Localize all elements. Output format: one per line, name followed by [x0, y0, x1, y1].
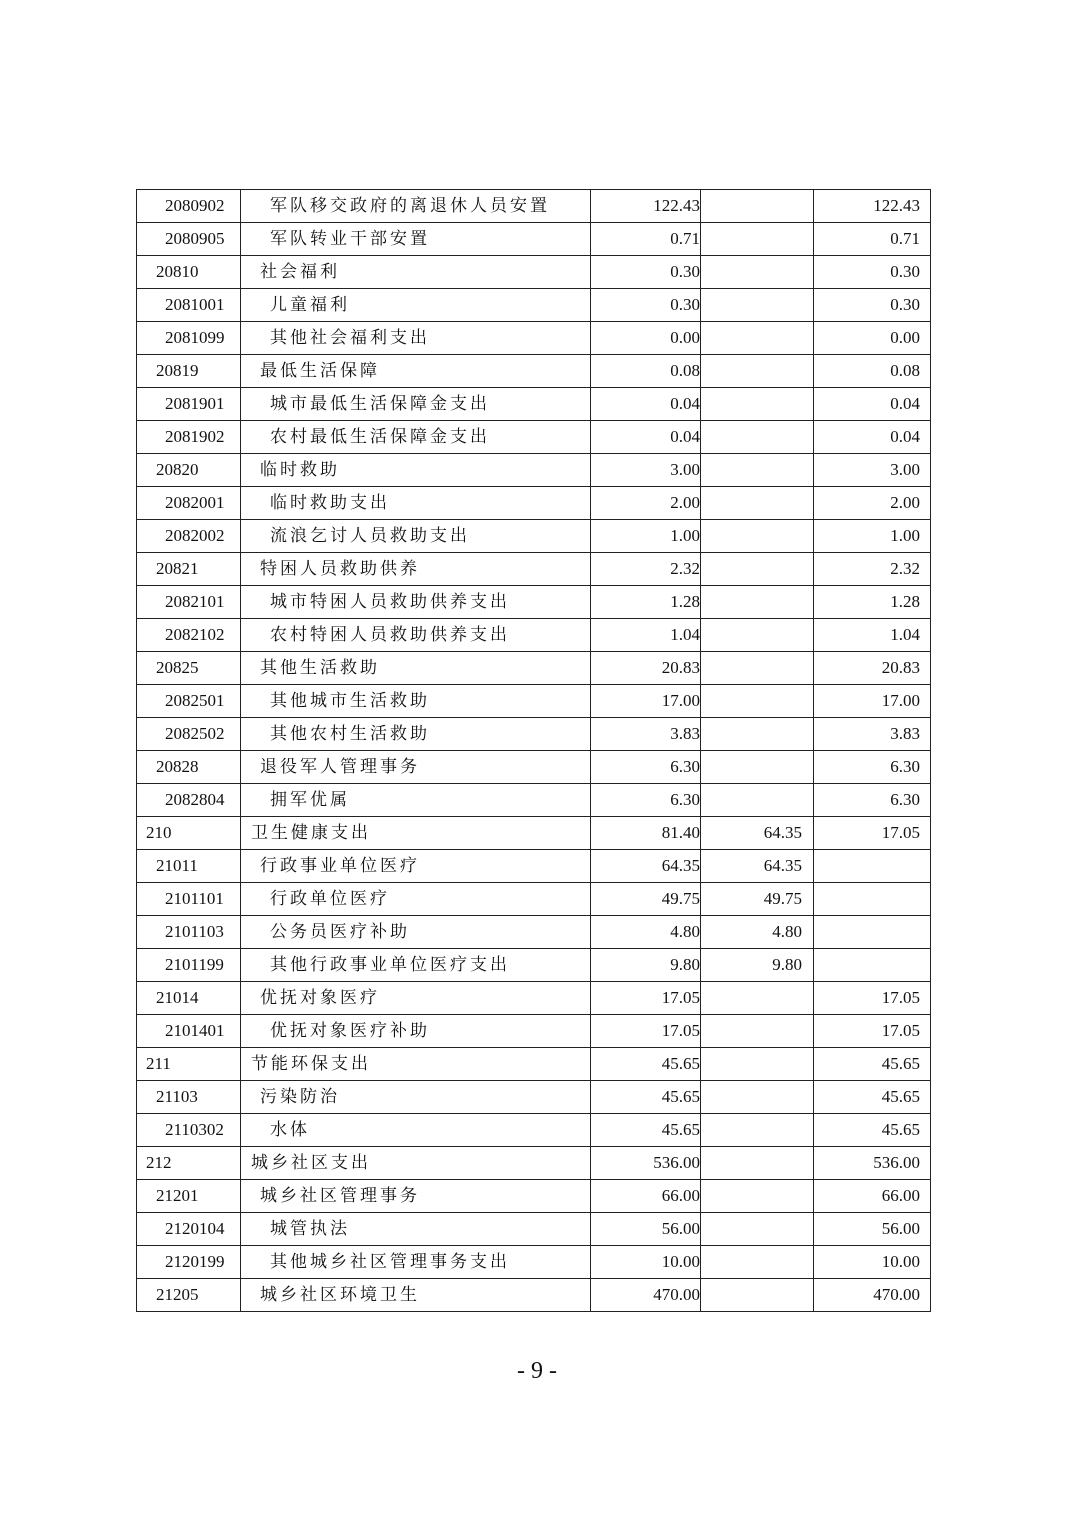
subject-code-cell: 20821: [137, 553, 241, 586]
total-amount-cell: 3.00: [591, 454, 701, 487]
basic-expenditure-cell: [701, 289, 814, 322]
subject-code-cell: 2120199: [137, 1246, 241, 1279]
subject-name-cell: 节能环保支出: [241, 1048, 591, 1081]
table-row: [137, 784, 931, 817]
subject-name-cell: 城管执法: [241, 1213, 591, 1246]
basic-expenditure-cell: [701, 190, 814, 223]
subject-code-cell: 2080905: [137, 223, 241, 256]
subject-code-cell: 2082101: [137, 586, 241, 619]
table-row: [137, 718, 931, 751]
total-amount-cell: 6.30: [591, 751, 701, 784]
total-amount-cell: 0.00: [591, 322, 701, 355]
subject-name-cell: 卫生健康支出: [241, 817, 591, 850]
project-expenditure-cell: 3.83: [814, 718, 931, 751]
basic-expenditure-cell: [701, 322, 814, 355]
project-expenditure-cell: 1.00: [814, 520, 931, 553]
basic-expenditure-cell: [701, 256, 814, 289]
subject-name-cell: 其他农村生活救助: [241, 718, 591, 751]
subject-code-cell: 21201: [137, 1180, 241, 1213]
table-row: [137, 817, 931, 850]
table-row: [137, 916, 931, 949]
subject-code-cell: 21014: [137, 982, 241, 1015]
table-row: [137, 454, 931, 487]
subject-name-cell: 城市特困人员救助供养支出: [241, 586, 591, 619]
basic-expenditure-cell: [701, 355, 814, 388]
project-expenditure-cell: 536.00: [814, 1147, 931, 1180]
subject-name-cell: 城乡社区支出: [241, 1147, 591, 1180]
table-row: [137, 1015, 931, 1048]
table-row: [137, 1081, 931, 1114]
table-row: [137, 190, 931, 223]
basic-expenditure-cell: [701, 1081, 814, 1114]
project-expenditure-cell: 0.00: [814, 322, 931, 355]
total-amount-cell: 17.05: [591, 1015, 701, 1048]
subject-name-cell: 拥军优属: [241, 784, 591, 817]
total-amount-cell: 10.00: [591, 1246, 701, 1279]
total-amount-cell: 66.00: [591, 1180, 701, 1213]
total-amount-cell: 470.00: [591, 1279, 701, 1312]
project-expenditure-cell: 20.83: [814, 652, 931, 685]
basic-expenditure-cell: [701, 520, 814, 553]
project-expenditure-cell: 1.04: [814, 619, 931, 652]
basic-expenditure-cell: [701, 1048, 814, 1081]
subject-code-cell: 2110302: [137, 1114, 241, 1147]
subject-code-cell: 2081001: [137, 289, 241, 322]
basic-expenditure-cell: [701, 1213, 814, 1246]
subject-name-cell: 其他行政事业单位医疗支出: [241, 949, 591, 982]
project-expenditure-cell: 0.30: [814, 256, 931, 289]
basic-expenditure-cell: [701, 586, 814, 619]
table-row: [137, 586, 931, 619]
total-amount-cell: 122.43: [591, 190, 701, 223]
table-row: [137, 685, 931, 718]
subject-name-cell: 其他城乡社区管理事务支出: [241, 1246, 591, 1279]
basic-expenditure-cell: [701, 718, 814, 751]
project-expenditure-cell: 45.65: [814, 1114, 931, 1147]
subject-code-cell: 212: [137, 1147, 241, 1180]
table-row: [137, 850, 931, 883]
project-expenditure-cell: [814, 949, 931, 982]
subject-name-cell: 污染防治: [241, 1081, 591, 1114]
subject-name-cell: 城乡社区管理事务: [241, 1180, 591, 1213]
basic-expenditure-cell: [701, 553, 814, 586]
basic-expenditure-cell: 9.80: [701, 949, 814, 982]
table-row: [137, 487, 931, 520]
subject-name-cell: 优抚对象医疗补助: [241, 1015, 591, 1048]
project-expenditure-cell: 17.00: [814, 685, 931, 718]
subject-code-cell: 2082002: [137, 520, 241, 553]
table-row: [137, 223, 931, 256]
subject-code-cell: 2120104: [137, 1213, 241, 1246]
project-expenditure-cell: [814, 916, 931, 949]
subject-name-cell: 最低生活保障: [241, 355, 591, 388]
table-row: [137, 355, 931, 388]
project-expenditure-cell: 66.00: [814, 1180, 931, 1213]
table-row: [137, 883, 931, 916]
total-amount-cell: 17.00: [591, 685, 701, 718]
project-expenditure-cell: 6.30: [814, 751, 931, 784]
subject-name-cell: 公务员医疗补助: [241, 916, 591, 949]
total-amount-cell: 4.80: [591, 916, 701, 949]
total-amount-cell: 6.30: [591, 784, 701, 817]
subject-code-cell: 2101101: [137, 883, 241, 916]
project-expenditure-cell: [814, 883, 931, 916]
project-expenditure-cell: 0.30: [814, 289, 931, 322]
total-amount-cell: 3.83: [591, 718, 701, 751]
table-row: [137, 619, 931, 652]
subject-code-cell: 2082804: [137, 784, 241, 817]
basic-expenditure-cell: [701, 1246, 814, 1279]
project-expenditure-cell: 45.65: [814, 1081, 931, 1114]
total-amount-cell: 20.83: [591, 652, 701, 685]
basic-expenditure-cell: [701, 1114, 814, 1147]
subject-code-cell: 2082001: [137, 487, 241, 520]
project-expenditure-cell: 45.65: [814, 1048, 931, 1081]
subject-name-cell: 社会福利: [241, 256, 591, 289]
subject-code-cell: 20810: [137, 256, 241, 289]
subject-code-cell: 21011: [137, 850, 241, 883]
basic-expenditure-cell: [701, 388, 814, 421]
subject-name-cell: 军队转业干部安置: [241, 223, 591, 256]
basic-expenditure-cell: [701, 619, 814, 652]
subject-name-cell: 儿童福利: [241, 289, 591, 322]
subject-name-cell: 农村最低生活保障金支出: [241, 421, 591, 454]
table-row: [137, 388, 931, 421]
subject-code-cell: 20819: [137, 355, 241, 388]
subject-name-cell: 农村特困人员救助供养支出: [241, 619, 591, 652]
total-amount-cell: 2.00: [591, 487, 701, 520]
table-row: [137, 322, 931, 355]
basic-expenditure-cell: [701, 421, 814, 454]
project-expenditure-cell: 0.04: [814, 421, 931, 454]
project-expenditure-cell: [814, 850, 931, 883]
total-amount-cell: 45.65: [591, 1048, 701, 1081]
subject-name-cell: 退役军人管理事务: [241, 751, 591, 784]
subject-name-cell: 临时救助: [241, 454, 591, 487]
project-expenditure-cell: 0.71: [814, 223, 931, 256]
basic-expenditure-cell: [701, 454, 814, 487]
subject-code-cell: 2082502: [137, 718, 241, 751]
table-row: [137, 949, 931, 982]
project-expenditure-cell: 0.04: [814, 388, 931, 421]
total-amount-cell: 2.32: [591, 553, 701, 586]
total-amount-cell: 0.04: [591, 421, 701, 454]
subject-name-cell: 其他生活救助: [241, 652, 591, 685]
project-expenditure-cell: 0.08: [814, 355, 931, 388]
table-row: [137, 289, 931, 322]
total-amount-cell: 81.40: [591, 817, 701, 850]
basic-expenditure-cell: [701, 751, 814, 784]
table-row: [137, 520, 931, 553]
subject-code-cell: 2080902: [137, 190, 241, 223]
subject-code-cell: 2101401: [137, 1015, 241, 1048]
subject-name-cell: 临时救助支出: [241, 487, 591, 520]
project-expenditure-cell: 17.05: [814, 982, 931, 1015]
total-amount-cell: 9.80: [591, 949, 701, 982]
basic-expenditure-cell: [701, 1180, 814, 1213]
total-amount-cell: 536.00: [591, 1147, 701, 1180]
subject-name-cell: 流浪乞讨人员救助支出: [241, 520, 591, 553]
basic-expenditure-cell: [701, 982, 814, 1015]
subject-code-cell: 2081099: [137, 322, 241, 355]
project-expenditure-cell: 3.00: [814, 454, 931, 487]
subject-code-cell: 210: [137, 817, 241, 850]
basic-expenditure-cell: [701, 652, 814, 685]
page-number: - 9 -: [517, 1358, 557, 1384]
subject-name-cell: 特困人员救助供养: [241, 553, 591, 586]
total-amount-cell: 1.04: [591, 619, 701, 652]
subject-name-cell: 行政事业单位医疗: [241, 850, 591, 883]
subject-code-cell: 2082501: [137, 685, 241, 718]
subject-code-cell: 20828: [137, 751, 241, 784]
basic-expenditure-cell: [701, 1015, 814, 1048]
subject-code-cell: 20825: [137, 652, 241, 685]
total-amount-cell: 0.08: [591, 355, 701, 388]
project-expenditure-cell: 470.00: [814, 1279, 931, 1312]
subject-name-cell: 军队移交政府的离退休人员安置: [241, 190, 591, 223]
subject-name-cell: 其他城市生活救助: [241, 685, 591, 718]
subject-code-cell: 2081902: [137, 421, 241, 454]
project-expenditure-cell: 2.00: [814, 487, 931, 520]
table-row: [137, 1246, 931, 1279]
project-expenditure-cell: 10.00: [814, 1246, 931, 1279]
table-row: [137, 256, 931, 289]
project-expenditure-cell: 17.05: [814, 1015, 931, 1048]
subject-code-cell: 2101103: [137, 916, 241, 949]
table-row: [137, 553, 931, 586]
basic-expenditure-cell: [701, 685, 814, 718]
basic-expenditure-cell: [701, 1147, 814, 1180]
subject-name-cell: 城乡社区环境卫生: [241, 1279, 591, 1312]
subject-name-cell: 行政单位医疗: [241, 883, 591, 916]
total-amount-cell: 1.00: [591, 520, 701, 553]
basic-expenditure-cell: [701, 487, 814, 520]
subject-code-cell: 2101199: [137, 949, 241, 982]
table-row: [137, 652, 931, 685]
basic-expenditure-cell: 49.75: [701, 883, 814, 916]
basic-expenditure-cell: 64.35: [701, 817, 814, 850]
project-expenditure-cell: 1.28: [814, 586, 931, 619]
table-row: [137, 1279, 931, 1312]
subject-code-cell: 2081901: [137, 388, 241, 421]
basic-expenditure-cell: [701, 1279, 814, 1312]
total-amount-cell: 49.75: [591, 883, 701, 916]
basic-expenditure-cell: 4.80: [701, 916, 814, 949]
subject-code-cell: 21205: [137, 1279, 241, 1312]
table-row: [137, 1114, 931, 1147]
table-body: [137, 190, 931, 1312]
subject-code-cell: 21103: [137, 1081, 241, 1114]
subject-code-cell: 2082102: [137, 619, 241, 652]
table-row: [137, 1048, 931, 1081]
project-expenditure-cell: 17.05: [814, 817, 931, 850]
budget-expenditure-table: [136, 189, 931, 1312]
table-row: [137, 1180, 931, 1213]
total-amount-cell: 0.71: [591, 223, 701, 256]
project-expenditure-cell: 2.32: [814, 553, 931, 586]
total-amount-cell: 17.05: [591, 982, 701, 1015]
project-expenditure-cell: 56.00: [814, 1213, 931, 1246]
subject-name-cell: 优抚对象医疗: [241, 982, 591, 1015]
total-amount-cell: 64.35: [591, 850, 701, 883]
subject-name-cell: 城市最低生活保障金支出: [241, 388, 591, 421]
total-amount-cell: 0.30: [591, 289, 701, 322]
table-row: [137, 982, 931, 1015]
table-row: [137, 1147, 931, 1180]
table-row: [137, 751, 931, 784]
basic-expenditure-cell: 64.35: [701, 850, 814, 883]
total-amount-cell: 56.00: [591, 1213, 701, 1246]
subject-name-cell: 其他社会福利支出: [241, 322, 591, 355]
subject-name-cell: 水体: [241, 1114, 591, 1147]
subject-code-cell: 20820: [137, 454, 241, 487]
subject-code-cell: 211: [137, 1048, 241, 1081]
project-expenditure-cell: 6.30: [814, 784, 931, 817]
basic-expenditure-cell: [701, 223, 814, 256]
total-amount-cell: 1.28: [591, 586, 701, 619]
total-amount-cell: 0.30: [591, 256, 701, 289]
total-amount-cell: 45.65: [591, 1081, 701, 1114]
total-amount-cell: 0.04: [591, 388, 701, 421]
project-expenditure-cell: 122.43: [814, 190, 931, 223]
basic-expenditure-cell: [701, 784, 814, 817]
table-row: [137, 1213, 931, 1246]
table-row: [137, 421, 931, 454]
total-amount-cell: 45.65: [591, 1114, 701, 1147]
